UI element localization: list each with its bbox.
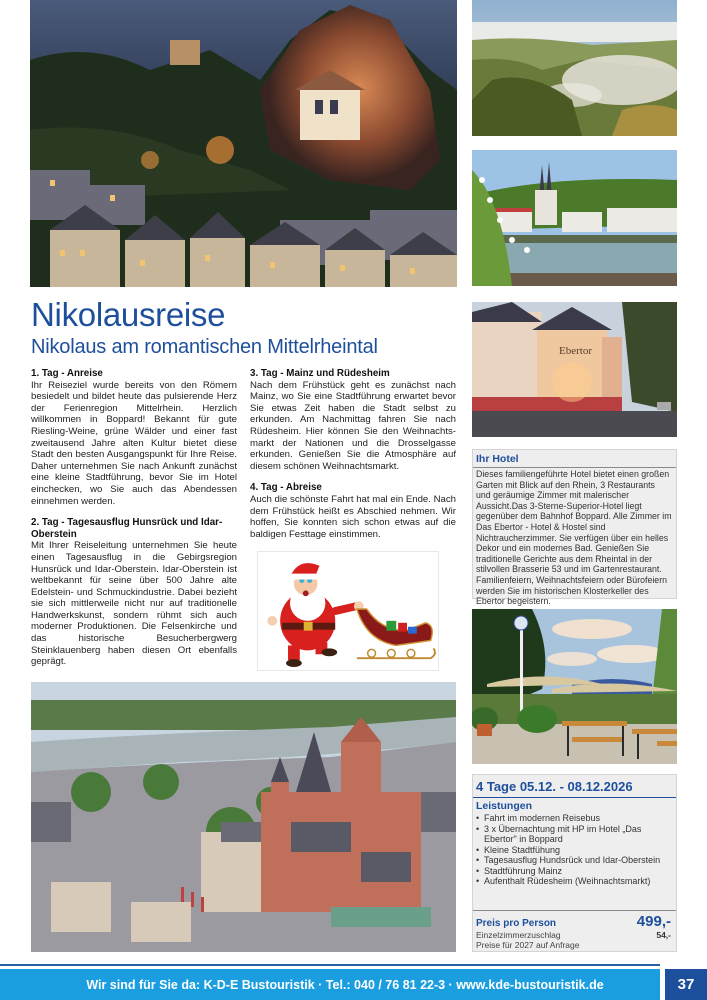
day-3-text: Nach dem Frühstück geht es zunächst nach Mainz, wo Sie eine Stadtführung erwartet bevor Sie etwas Zeit haben die Stadt selbst zu erkunden. Am Nachmittag fahren Sie nach Rüdesheim. Hier können Sie den Weihnachtsmarkt der Nationen und die Drosselgasse erkunden. Genießen Sie die Atmosphäre auf diesem schönen Weihnachtsmarkt. — [250, 379, 456, 472]
price-note: Preise für 2027 auf Anfrage — [476, 940, 580, 950]
price-label: Preis pro Person — [476, 918, 557, 929]
day-2-text: Mit Ihrer Reiseleitung unternehmen Sie heute einen Tagesausflug in die Gebirgsregion Hunsrück und Idar-Oberstein. Idar-Oberstein ist weltbekannt für seine über 500 Jahre alte Edelstein- und Schmuckindustrie. Dabei bezieht sie sich mittlerweile nicht nur auf traditionelle Handwerkskunst, sondern rühmt sich auch moderner Produktionen. Die Felsenkirche und das historische Besucherbergwerg Steinklauenberg haben diesen Ort ebenfalls geprägt. — [31, 540, 237, 668]
photo-hotel-garden — [472, 609, 677, 764]
footer-contact-bar — [0, 969, 660, 1000]
single-supplement-value: 54,- — [656, 930, 671, 940]
page-title: Nikolausreise — [31, 296, 226, 333]
service-item: • 3 x Übernachtung mit HP im Hotel „Das Ebertor" in Boppard — [476, 824, 673, 845]
day-4-text: Auch die schönste Fahrt hat mal ein Ende. Nach dem Frühstück heißt es Abschied nehmen. Wir hoffen, Sie konnten sich schon etwas auf die baldigen Festtage einstimmen. — [250, 493, 456, 540]
santa-sleigh-illustration — [257, 551, 439, 671]
single-supplement-label: Einzelzimmerzuschlag — [476, 930, 561, 940]
day-4-heading: 4. Tag - Abreise — [250, 482, 322, 494]
page-number: 37 — [665, 969, 707, 1000]
footer-contact-text: Wir sind für Sie da: K-D-E Bustouristik · Tel.: 040 / 76 81 22-3 · www.kde-bustouristik.de — [86, 977, 604, 992]
photo-boppard-rhine — [472, 150, 677, 286]
service-item: • Tagesausflug Hundsrück und Idar-Oberstein — [476, 855, 673, 866]
page-subtitle: Nikolaus am romantischen Mittelrheintal — [31, 336, 378, 358]
hotel-info-box — [472, 449, 677, 607]
hotel-sign-text: Ebertor — [559, 345, 592, 357]
service-item: • Stadtführung Mainz — [476, 866, 673, 877]
photo-idar-oberstein-felsenkirche — [30, 0, 457, 287]
offer-box — [472, 774, 677, 952]
price-value: 499,- — [636, 913, 671, 930]
hotel-description: Dieses familiengeführte Hotel bietet einen großen Garten mit Blick auf den Rhein, 3 Restaurants und geräumige Zimmer mit malerischer Aussicht.Das 3-Sterne-Superior-Hotel liegt gegenüber dem Bahnhof Boppard. Alle Zimmer im Das Ebertor - Hotel & Hostel sind Nichtraucherzimmer. Sie verfügen über ein helles Dekor und ein modernes Bad. Genießen Sie traditionelle Gerichte aus dem Rheintal in der stilvollen Brasserie 53 und im Gartenrestaurant. Familienfeiern, Weihnachtsfeiern oder Bürofeiern werden Sie im historischen Klosterkeller des Ebertor begeistern. — [476, 469, 672, 607]
day-1-text: Ihr Reiseziel wurde bereits von den Römern besiedelt und bildet heute das pulsierende Herz der Ferienregion Mittelrhein. Herzlich willkommen in Boppard! Bekannt für gute Riesling-Weine, grüne Wälder und einer fast zweitausend Jahre alten Kultur bietet diese Stadt den besten Ausgangspunkt für Ihre Reise. Daher unternehmen Sie nach Ankunft zunächst eine kleine Stadtführung, bevor Sie im Hotel einchecken, wo Sie auch das Abendessen einnehmen werden. — [31, 379, 237, 507]
footer-divider — [0, 964, 660, 966]
single-supplement-row — [476, 930, 671, 940]
offer-dates: 4 Tage 05.12. - 08.12.2026 — [473, 775, 676, 798]
day-3-heading: 3. Tag - Mainz und Rüdesheim — [250, 368, 390, 379]
photo-hotel-ebertor — [472, 302, 677, 437]
service-item: • Aufenthalt Rüdesheim (Weihnachtsmarkt) — [476, 876, 673, 887]
services-list — [473, 813, 676, 887]
services-heading: Leistungen — [476, 800, 533, 812]
photo-misty-valley — [472, 0, 677, 136]
service-item: • Kleine Stadtfühung — [476, 845, 673, 856]
price-divider — [473, 910, 676, 911]
service-item: • Fahrt im modernen Reisebus — [476, 813, 673, 824]
itinerary-column-left — [31, 368, 237, 678]
photo-mainz-cathedral — [31, 682, 456, 952]
itinerary-column-right — [250, 368, 456, 550]
hotel-heading: Ihr Hotel — [473, 450, 676, 468]
price-row — [476, 913, 671, 930]
day-1-heading: 1. Tag - Anreise — [31, 368, 103, 379]
day-2-heading: 2. Tag - Tagesausflug Hunsrück und Idar-Oberstein — [31, 517, 223, 540]
